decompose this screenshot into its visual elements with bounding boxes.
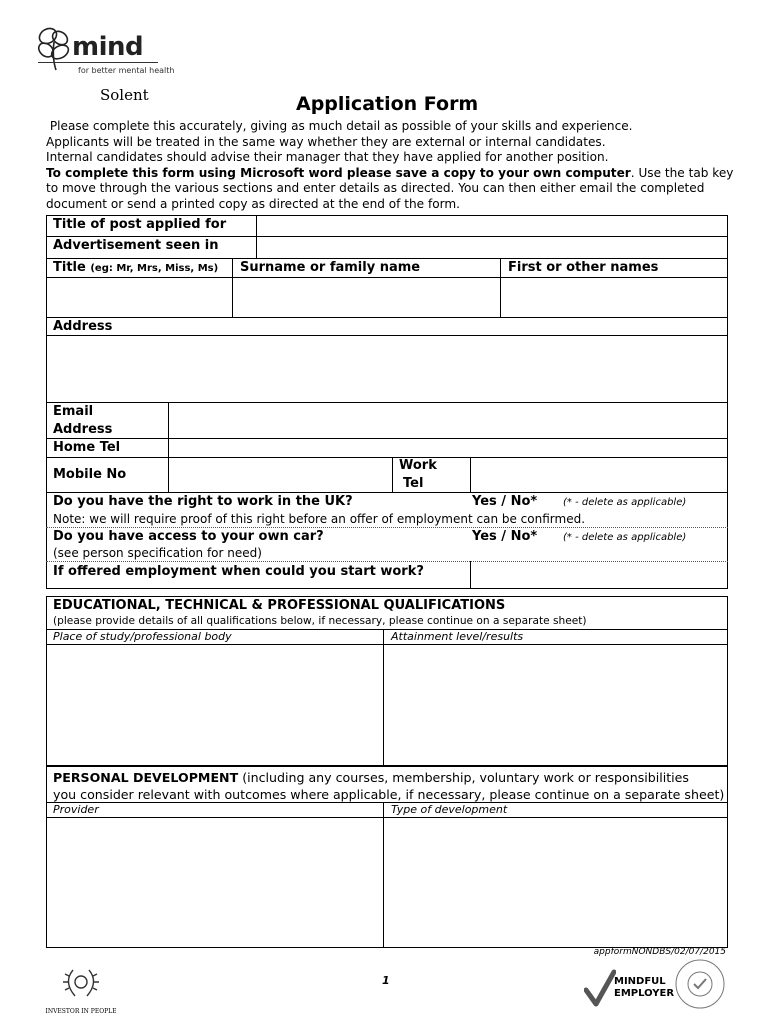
laurel-wreath-icon (61, 966, 101, 1000)
mobile-label: Mobile No (53, 467, 127, 482)
intro-line-4 (46, 166, 736, 213)
surname-input[interactable] (234, 280, 498, 316)
car-question: Do you have access to your own car? (53, 529, 324, 544)
title-input[interactable] (48, 280, 230, 316)
mind-flower-icon (34, 22, 74, 72)
work-label-2: Tel (403, 476, 424, 491)
firstname-label: First or other names (508, 260, 659, 275)
qualifications-col-place: Place of study/professional body (53, 630, 232, 643)
quality-standard-seal (674, 958, 726, 1010)
hometel-input[interactable] (170, 440, 726, 456)
development-provider-input[interactable] (48, 819, 381, 946)
email-input[interactable] (170, 406, 726, 436)
intro-line-2: Applicants will be treated in the same way whether they are external or internal candidates. (46, 134, 606, 149)
address-input[interactable] (48, 337, 726, 401)
car-delete-note: (* - delete as applicable) (563, 532, 687, 543)
post-label: Title of post applied for (53, 217, 227, 232)
car-yes-no[interactable]: Yes / No* (472, 529, 538, 544)
qualifications-title: EDUCATIONAL, TECHNICAL & PROFESSIONAL QUALIFICATIONS (53, 598, 506, 613)
qualifications-attainment-input[interactable] (385, 646, 726, 764)
development-col-type: Type of development (391, 803, 508, 816)
proof-note: Note: we will require proof of this right before an offer of employment can be confirmed. (53, 512, 586, 526)
title-label (53, 260, 218, 275)
development-desc-2: you consider relevant with outcomes where applicable, if necessary, please continue on a separate sheet) (53, 787, 725, 802)
right-to-work-delete-note: (* - delete as applicable) (563, 497, 687, 508)
mindful-employer-logo (584, 968, 675, 1008)
advert-label: Advertisement seen in (53, 238, 219, 253)
right-to-work-question: Do you have the right to work in the UK? (53, 494, 353, 509)
title-label-text: Title (53, 260, 86, 275)
post-input[interactable] (258, 217, 726, 235)
mindful-text (614, 976, 674, 1000)
investor-label: INVESTOR IN PEOPLE (45, 1008, 117, 1015)
start-input[interactable] (472, 564, 726, 586)
intro-line-1: Please complete this accurately, giving as much detail as possible of your skills and experience. (46, 119, 633, 133)
email-label: Email (53, 404, 94, 419)
checkmark-icon (584, 968, 616, 1008)
firstname-input[interactable] (502, 280, 726, 316)
development-col-provider: Provider (53, 803, 99, 816)
intro-instruction-rest: . Use the tab key to move through the various sections and enter details as directed. You can then either email the completed document or send a printed copy as directed at the end of the form. (46, 165, 734, 211)
advert-input[interactable] (258, 238, 726, 256)
investor-in-people-logo (36, 966, 126, 1015)
logo-divider (38, 62, 158, 63)
qualifications-place-input[interactable] (48, 646, 381, 764)
development-type-input[interactable] (385, 819, 726, 946)
development-title: PERSONAL DEVELOPMENT (53, 770, 239, 785)
title-hint: (eg: Mr, Mrs, Miss, Ms) (90, 263, 219, 274)
mobile-input[interactable] (170, 460, 390, 490)
car-note: (see person specification for need) (53, 546, 262, 560)
hometel-label: Home Tel (53, 440, 121, 455)
intro-text (46, 119, 736, 213)
work-label: Work (399, 458, 437, 473)
mindful-line-2: EMPLOYER (614, 988, 675, 999)
qualifications-note: (please provide details of all qualifications below, if necessary, please continue on a separate sheet) (53, 615, 587, 627)
page-title: Application Form (296, 93, 479, 115)
page-number: 1 (382, 974, 390, 987)
mindful-line-1: MINDFUL (614, 976, 666, 987)
email-label-2: Address (53, 422, 113, 437)
intro-bold-instruction: To complete this form using Microsoft word please save a copy to your own computer (46, 165, 631, 180)
address-label: Address (53, 319, 113, 334)
development-desc-1: (including any courses, membership, voluntary work or responsibilities (238, 770, 689, 785)
qualifications-col-attainment: Attainment level/results (391, 630, 524, 643)
worktel-input[interactable] (472, 460, 726, 490)
development-heading (53, 769, 725, 803)
quality-seal-icon (674, 958, 726, 1010)
branch-name: Solent (100, 86, 149, 104)
surname-label: Surname or family name (240, 260, 421, 275)
form-code: appformNONDBS/02/07/2015 (593, 947, 726, 957)
intro-line-3: Internal candidates should advise their manager that they have applied for another position. (46, 150, 609, 165)
mind-logo (34, 22, 174, 82)
right-to-work-yes-no[interactable]: Yes / No* (472, 494, 538, 509)
brand-name: mind (72, 32, 144, 62)
brand-tagline: for better mental health (78, 66, 175, 75)
start-question: If offered employment when could you start work? (53, 564, 424, 579)
